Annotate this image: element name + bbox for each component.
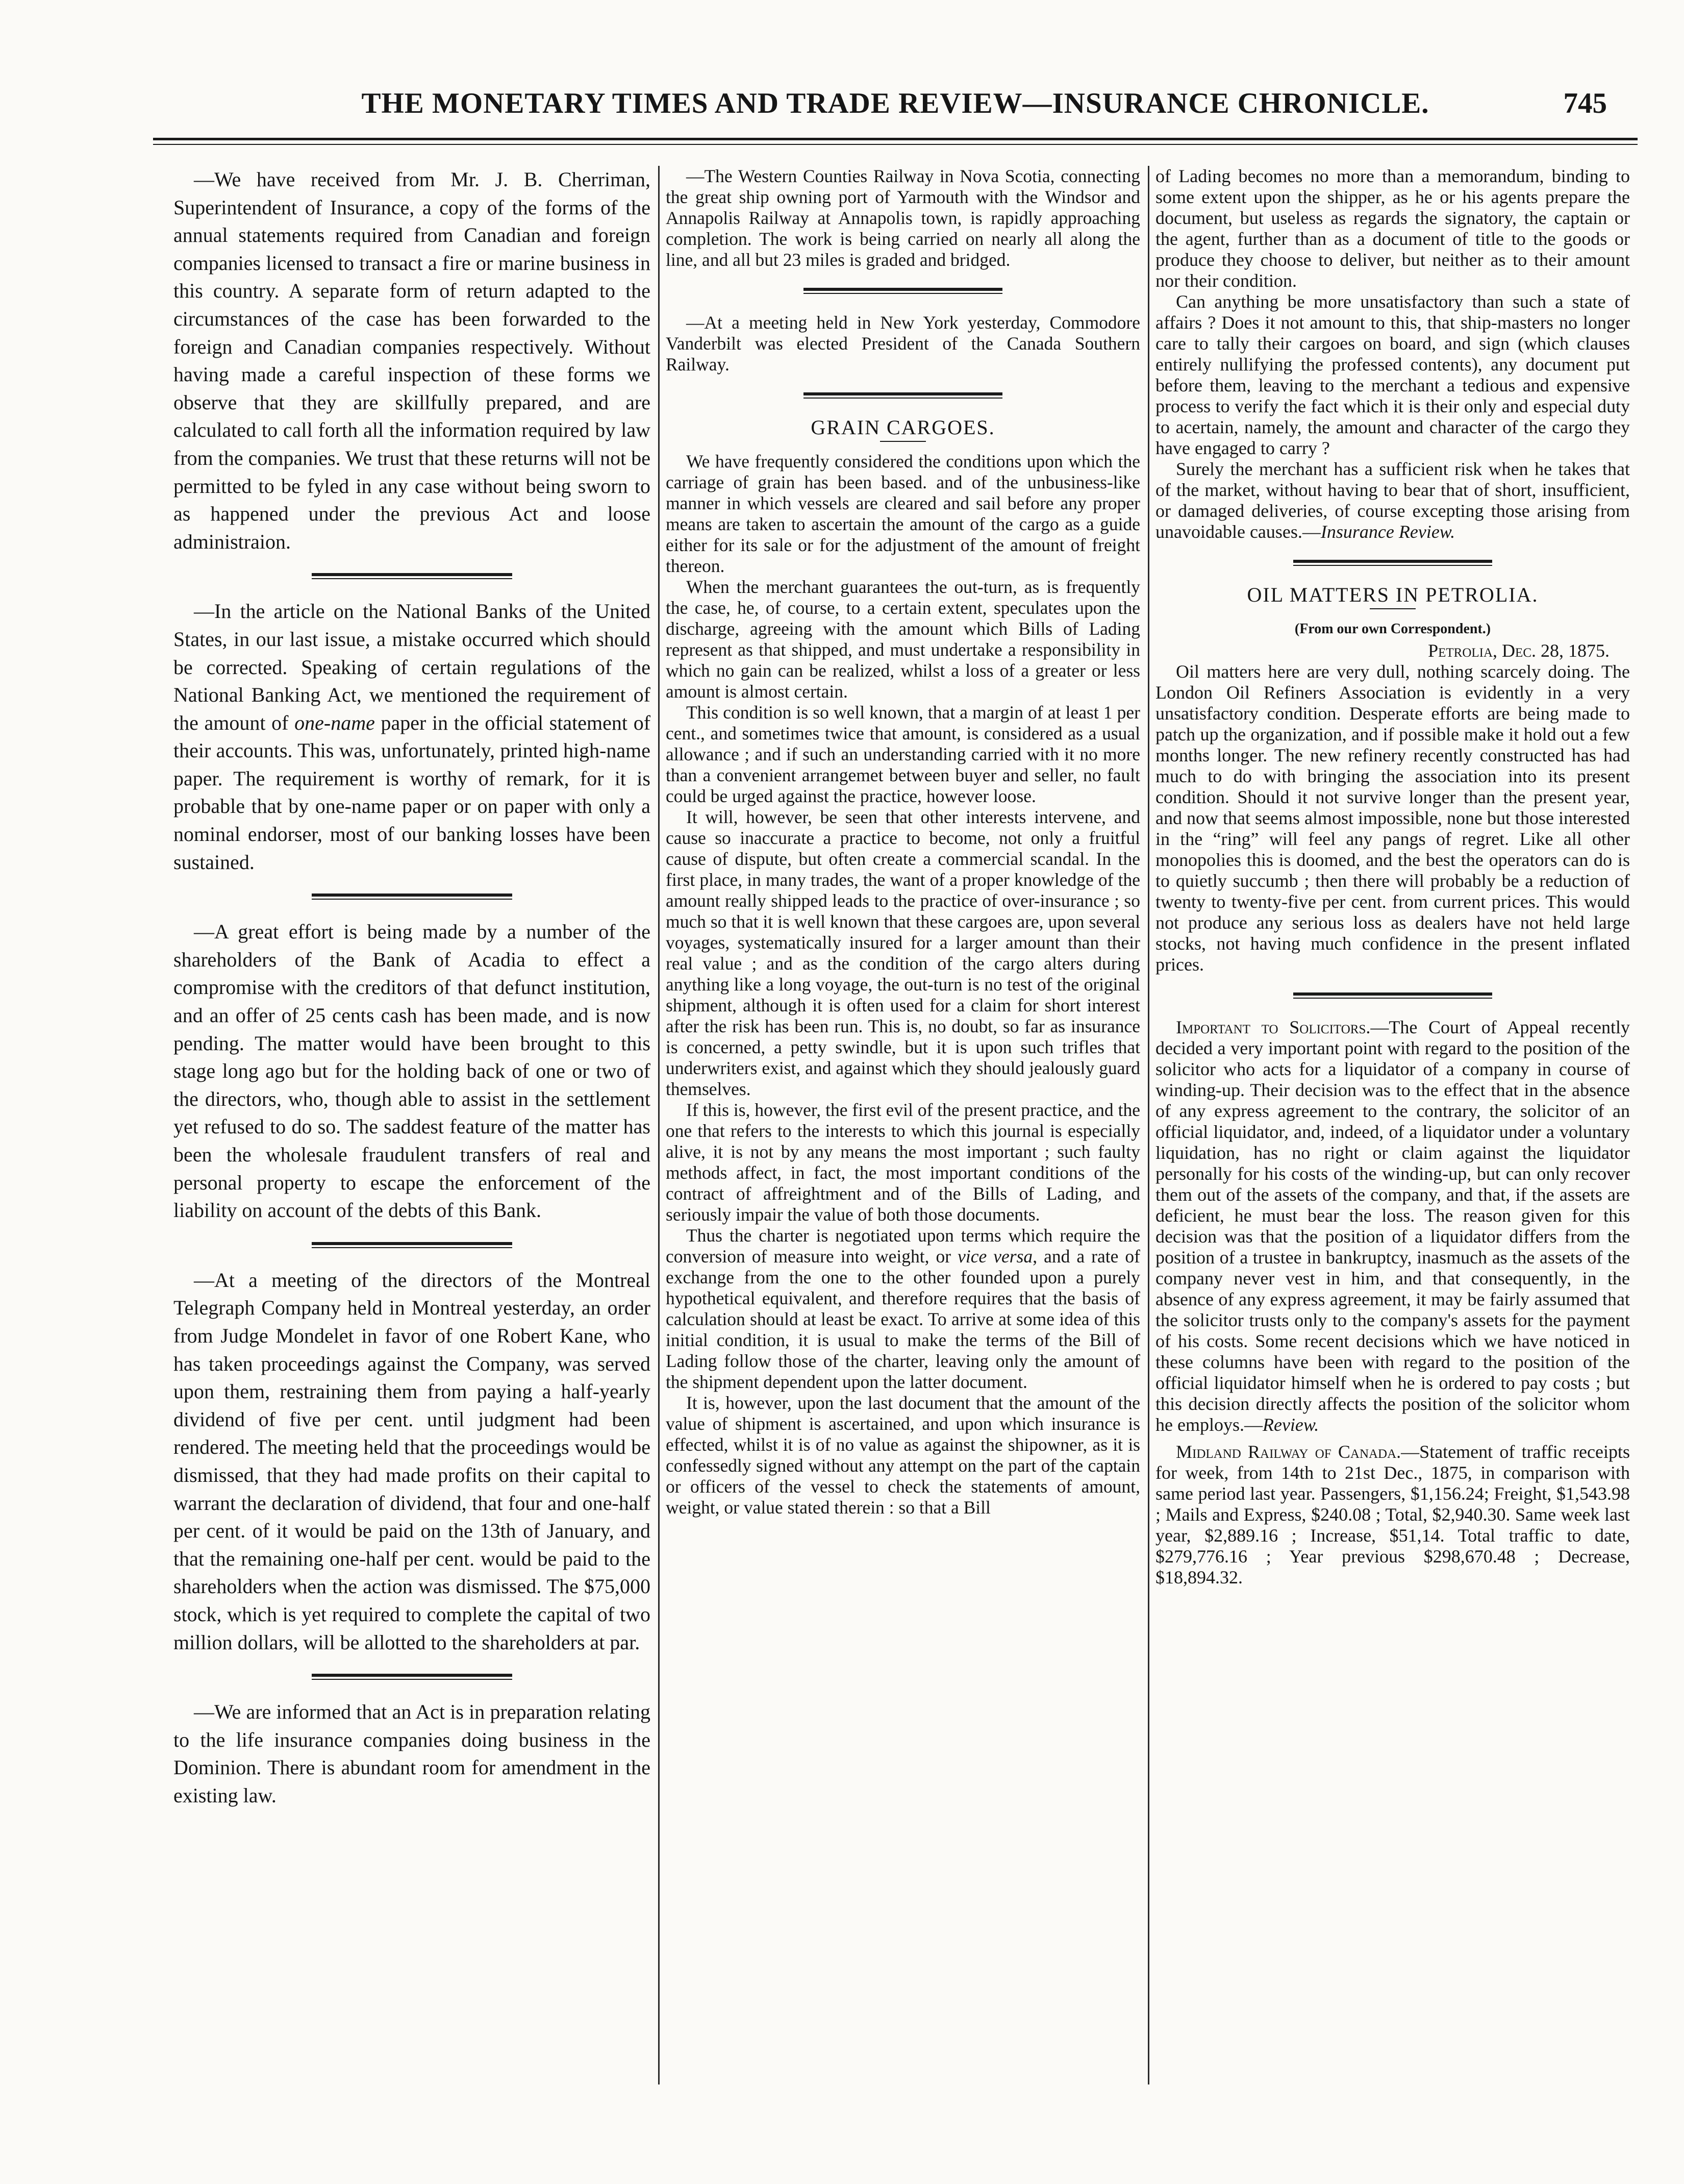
dateline: Petrolia, Dec. 28, 1875. [1428, 640, 1610, 661]
header-rule-thin [153, 144, 1638, 145]
column-divider [658, 166, 660, 2084]
byline: (From our own Correspondent.) [1294, 621, 1491, 637]
article-western-counties-railway: —The Western Counties Railway in Nova Scotia, connecting the great ship owning port of Yarmouth with the Windsor and Annapolis Railway at Annapolis town, is rapidly approaching completion. The work is being carried on nearly all along the line, and all but 23 miles is graded and bridged. [666, 166, 1140, 270]
separator [803, 392, 1003, 399]
separator [1293, 992, 1493, 999]
heading-oil-matters: OIL MATTERS IN PETROLIA. [1247, 583, 1539, 606]
article-insurance-forms: —We have received from Mr. J. B. Cherriman, Superintendent of Insurance, a copy of the forms of the annual statements required from Canadian and foreign companies licensed to transact a fire or marine business in this country. A separate form of return adapted to the circumstances of the case has been forwarded to the foreign and Canadian companies respectively. Without having made a careful inspection of these forms we observe that they are skillfully prepared, and are calculated to call forth all the information required by law from the companies. We trust that these returns will not be permitted to be fyled in any case without being sworn to as happened under the previous Act and loose administraion. [173, 168, 650, 553]
paragraph: We have frequently considered the conditions upon which the carriage of grain has been based. and of the unbusiness-like manner in which vessels are cleared and sail before any proper means are taken to ascertain the amount of the cargo as a guide either for its sale or for the adjustment of the amount of freight thereon. [666, 451, 1140, 576]
publication-title: THE MONETARY TIMES AND TRADE REVIEW—INSURANCE CHRONICLE. [361, 87, 1429, 119]
paragraph: This condition is so well known, that a margin of at least 1 per cent., and sometimes twice that amount, is considered as a usual allowance ; and if such an understanding carried with it no more than a convenient arrangemet between buyer and seller, no fault could be urged against the practice, however loose. [666, 702, 1140, 806]
heading-grain-cargoes: GRAIN CARGOES. [811, 416, 995, 439]
page-number: 745 [1563, 87, 1607, 119]
text: Thus the charter is negotiated upon terms which require the conversion of measure into weight, or [666, 1225, 1140, 1267]
run-in-head: Important to Solicitors. [1176, 1017, 1371, 1037]
column-divider [1148, 166, 1149, 2084]
article-solicitors [1155, 1017, 1630, 1435]
paragraph-continued: of Lading becomes no more than a memorandum, binding to some extent upon the shipper, as he or his agents prepare the document, but useless as regards the signatory, the captain or the agent, further than as a document of title to the goods or produce they choose to deliver, but neither as to their amount nor their condition. [1155, 166, 1630, 291]
italic-text: Review. [1262, 1414, 1319, 1435]
column-3 [1155, 166, 1630, 2095]
italic-text: Insurance Review. [1320, 522, 1455, 542]
separator [312, 573, 512, 579]
separator [803, 288, 1003, 294]
paragraph: When the merchant guarantees the out-turn, as is frequently the case, he, of course, to a certain extent, speculates upon the discharge, agreeing with the amount which Bills of Lading represent as that shipped, and must undertake a responsibility in which no gain can be realized, whilst a loss of a greater or less amount is almost certain. [666, 577, 1140, 702]
paragraph: It is, however, upon the last document that the amount of the value of shipment is ascertained, and upon which insurance is effected, whilst it is of no value as against the shipowner, as it is confessedly signed without any attempt on the part of the captain or officers of the vessel to check the statements of amount, weight, or value stated therein : so that a Bill [666, 1393, 1140, 1518]
text: —In the article on the National Banks of the United States, in our last issue, a mistake occurred which should be corrected. Speaking of certain regulations of the National Banking Act, we mentioned the requirement of the amount of [173, 600, 650, 734]
article-montreal-telegraph: —At a meeting of the directors of the Montreal Telegraph Company held in Montreal yesterday, an order from Judge Mondelet in favor of one Robert Kane, who has taken proceedings against the Company, was served upon them, restraining them from paying a half-yearly dividend of five per cent. until judgment had been rendered. The meeting held that the proceedings would be dismissed, that they had made profits on their capital to warrant the declaration of dividend, that four and one-half per cent. of it would be paid on the 13th of January, and that the remaining one-half per cent. would be paid to the shareholders when the action was dismissed. The $75,000 stock, which is yet required to complete the capital of two million dollars, will be allotted to the shareholders at par. [173, 1268, 650, 1654]
separator [1293, 560, 1493, 566]
paragraph: If this is, however, the first evil of the present practice, and the one that refers to the interests to which this journal is especially alive, it is not by any means the most important ; such faulty methods affect, in fact, the most important conditions of the contract of affreightment and of the Bills of Lading, and seriously impair the value of both those documents. [666, 1100, 1140, 1225]
text: —The Court of Appeal recently decided a very important point with regard to the position of the solicitor who acts for a liquidator of a company in course of winding-up. Their decision was to the effect that in the absence of any express agreement to the contrary, the solicitor of an official liquidator, and, indeed, of a liquidator under a voluntary liquidation, has no right or claim against the liquidator personally for his costs of the winding-up, but can only recover them out of the assets of the company, and that, if the assets are deficient, he must bear the loss. The reason given for this decision was that the position of a liquidator differs from the position of a trustee in bankruptcy, inasmuch as the assets of the company never vest in him, and that consequently, in the absence of any express agreement, it may be fairly assumed that the solicitor trusts only to the company's assets for the payment of his costs. Some recent decisions which we have noticed in these columns have been with regard to the position of the official liquidator himself when he is ordered to pay costs ; but this decision directly affects the position of the solicitor whom he employs.— [1155, 1017, 1630, 1435]
separator [312, 1674, 512, 1680]
text: Surely the merchant has a sufficient risk when he takes that of the market, without having to bear that of short, insufficient, or damaged deliveries, of course excepting those arising from unavoidable causes.— [1155, 459, 1630, 542]
paragraph [666, 1225, 1140, 1393]
column-1 [173, 166, 650, 2095]
italic-text: one-name [294, 711, 375, 734]
article-midland-railway [1155, 1442, 1630, 1588]
article-national-banks [173, 598, 650, 876]
run-in-head: Midland Railway of Canada. [1176, 1442, 1401, 1462]
short-rule [1370, 608, 1416, 609]
italic-text: vice versa [958, 1246, 1033, 1267]
paragraph: It will, however, be seen that other interests intervene, and cause so inaccurate a practice to become, not only a fruitful cause of dispute, but often create a commercial scandal. In the first place, in many trades, the want of a proper knowledge of the amount really shipped leads to the practice of over-insurance ; so much so that it is well known that these cargoes are, upon several voyages, systematically insured for a larger amount than their real value ; and as the condition of the cargo alters during anything like a long voyage, the out-turn is no test of the original shipment, although it is often used for a claim for short interest after the risk has been run. This is, no doubt, so far as insurance is concerned, a petty swindle, but it is upon such trifles that underwriters exist, and against which they should jealously guard themselves. [666, 807, 1140, 1099]
article-bank-of-acadia: —A great effort is being made by a number of the shareholders of the Bank of Acadia to effect a compromise with the creditors of that defunct institution, and an offer of 25 cents cash has been made, and is now pending. The matter would have been brought to this stage long ago but for the holding back of one or two of the directors, who, though able to assist in the settlement yet refused to do so. The saddest feature of the matter has been the wholesale fraudulent transfers of real and personal property to escape the enforcement of the liability on account of the debts of this Bank. [173, 920, 650, 1222]
text: —Statement of traffic receipts for week, from 14th to 21st Dec., 1875, in comparison with same period last year. Passengers, $1,156.24; Freight, $1,543.98 ; Mails and Express, $240.08 ; Total, $2,940.30. Same week last year, $2,889.16 ; Increase, $51,14. Total traffic to date, $279,776.16 ; Year previous $298,670.48 ; Decrease, $18,894.32. [1155, 1442, 1630, 1587]
article-vanderbilt: —At a meeting held in New York yesterday, Commodore Vanderbilt was elected President of the Canada Southern Railway. [666, 312, 1140, 375]
text: , and a rate of exchange from the one to the other founded upon a purely hypothetical equivalent, and therefore requires that the basis of calculation should at least be exact. To arrive at some idea of this initial condition, it is usual to make the terms of the Bill of Lading follow those of the charter, leaving only the amount of the shipment dependent upon the latter document. [666, 1246, 1140, 1392]
short-rule [880, 441, 926, 442]
masthead [153, 82, 1638, 138]
paragraph: Oil matters here are very dull, nothing scarcely doing. The London Oil Refiners Association is evidently in a very unsatisfactory condition. Desperate efforts are being made to patch up the organization, and if possible make it hold out a few months longer. The new refinery recently constructed has had much to do with bringing the association into its present condition. Should it not survive longer than the present year, and now that seems almost impossible, none but those interested in the “ring” will feel any pangs of regret. Like all other monopolies this is doomed, and the best the operators can do is to quietly succumb ; then there will probably be a reduction of twenty to twenty-five per cent. from current prices. This would not produce any serious loss as dealers have not held large stocks, not having much confidence in the present inflated prices. [1155, 661, 1630, 975]
paragraph: Can anything be more unsatisfactory than such a state of affairs ? Does it not amount to this, that ship-masters no longer care to tally their cargoes on board, and sign (which clauses entirely nullifying the professed contents), any document put before them, leaving to the merchant a tedious and expensive process to verify the fact which it is their only and especial duty to acertain, namely, the amount and character of the cargo they have engaged to carry ? [1155, 291, 1630, 458]
header-rule [153, 138, 1638, 140]
column-2 [666, 166, 1140, 2095]
text: paper in the official statement of their accounts. This was, unfortunately, printed high-name paper. The requirement is worthy of remark, for it is probable that by one-name paper or on paper with only a nominal endorser, most of our banking losses have been sustained. [173, 711, 650, 874]
paragraph [1155, 459, 1630, 542]
separator [312, 1242, 512, 1248]
article-life-insurance-act: —We are informed that an Act is in preparation relating to the life insurance companies doing business in the Dominion. There is abundant room for amendment in the existing law. [173, 1700, 650, 1807]
separator [312, 894, 512, 900]
